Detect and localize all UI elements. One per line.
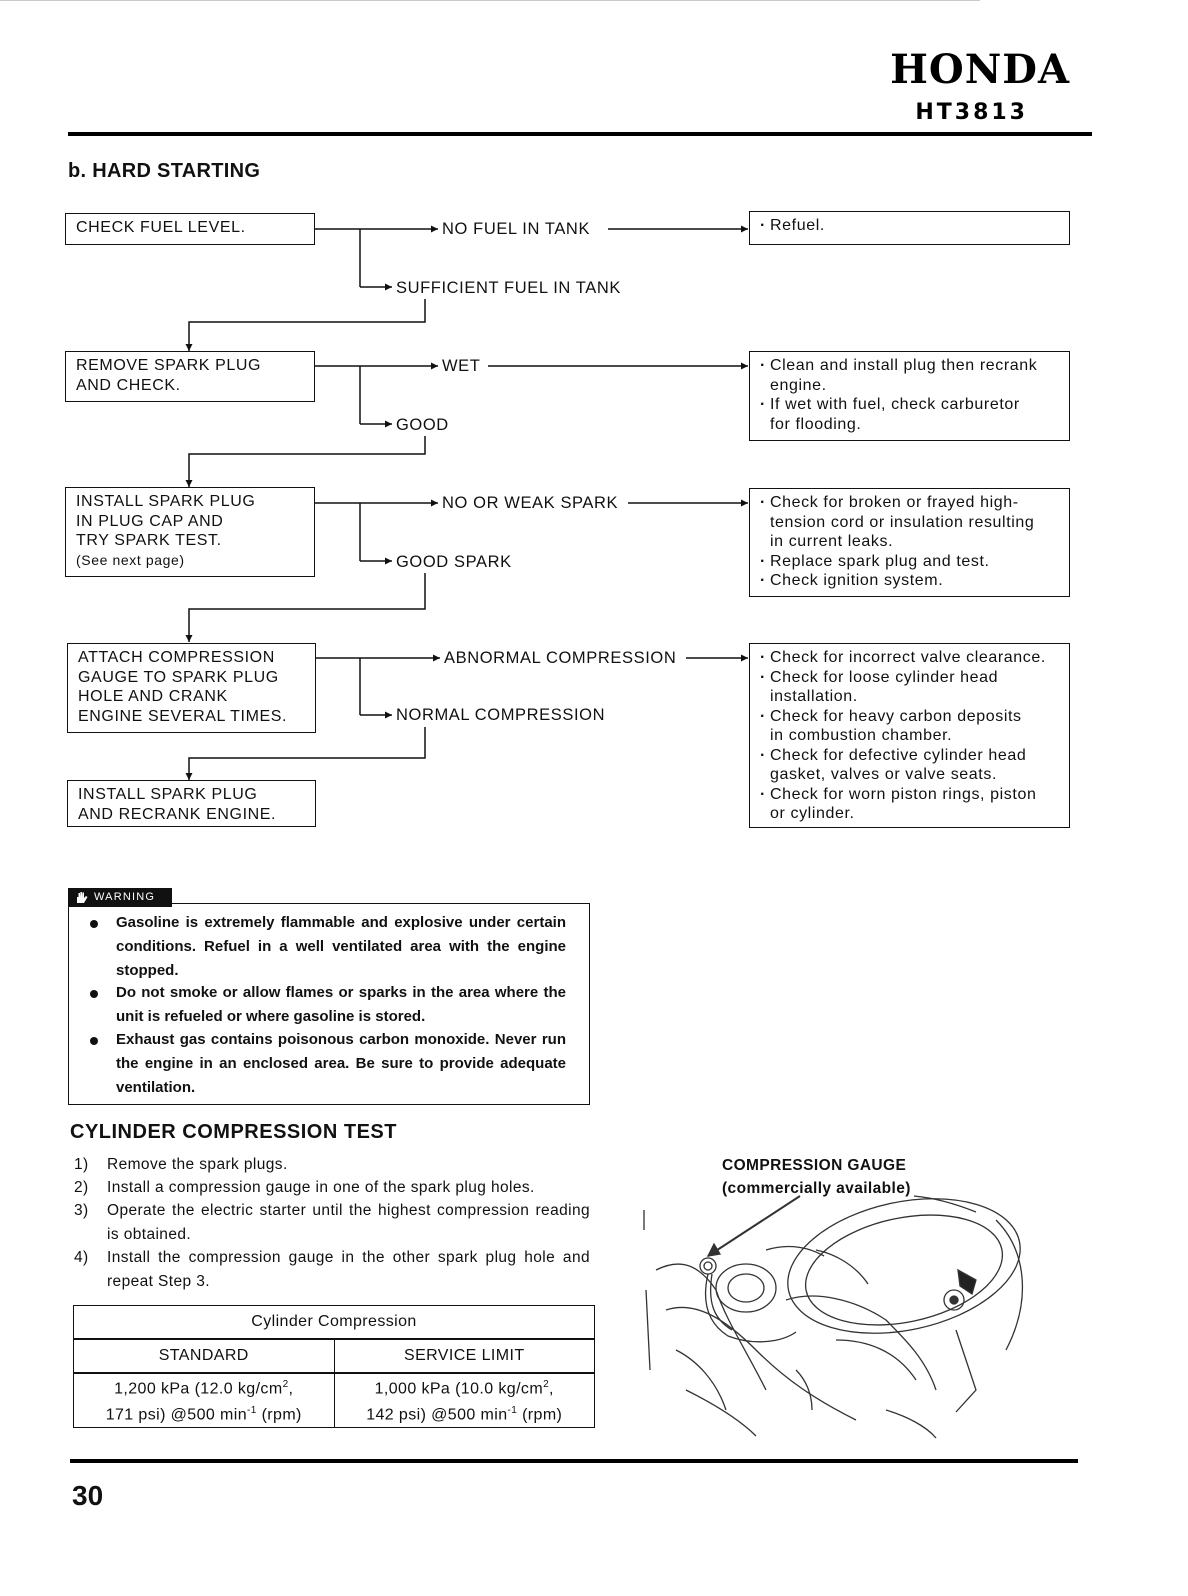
warning-item: Exhaust gas contains poisonous carbon monoxide. Never run the engine in an enclosed area. Be sure to provide adequate ventilation. (90, 1028, 566, 1100)
cylinder-test-title: CYLINDER COMPRESSION TEST (70, 1121, 397, 1143)
compression-gauge-label: COMPRESSION GAUGE (commercially available) (722, 1157, 911, 1197)
compression-spec-table (73, 1305, 595, 1428)
procedure-step: 4) Install the compression gauge in the other spark plug hole and repeat Step 3. (74, 1249, 590, 1290)
section-title: b. HARD STARTING (68, 160, 261, 182)
compression-gauge-box: ATTACH COMPRESSION GAUGE TO SPARK PLUG HOLE AND CRANK ENGINE SEVERAL TIMES. (67, 643, 316, 733)
footer-rule (70, 1459, 1078, 1463)
abnormal-compression-action-box: · Check for incorrect valve clearance. · Check for loose cylinder head installation. · Check for heavy carbon deposits in combustion chamber. · Check for defective cylinder head gasket, valves or valve seats. · Check for worn piston rings, piston or cylinder. (749, 643, 1070, 828)
sufficient-fuel-label: SUFFICIENT FUEL IN TANK (396, 279, 621, 297)
wet-label: WET (442, 357, 481, 375)
warning-item: Do not smoke or allow flames or sparks in the area where the unit is refueled or where gasoline is stored. (90, 981, 566, 1029)
recrank-engine-box: INSTALL SPARK PLUG AND RECRANK ENGINE. (67, 780, 316, 827)
bullet-dot-icon (90, 1037, 98, 1045)
weak-spark-action-box: · Check for broken or frayed high- tension cord or insulation resulting in current leaks. · Replace spark plug and test. · Check ignition system. (749, 488, 1070, 597)
procedure-step: 2) Install a compression gauge in one of the spark plug holes. (74, 1179, 535, 1196)
procedure-step: 1) Remove the spark plugs. (74, 1156, 288, 1173)
standard-value: 1,200 kPa (12.0 $kg/cm^2$, 171 psi) @500 $\min^{-1} (rpm)$ (74, 1373, 335, 1427)
page-number: 30 (72, 1480, 104, 1511)
service-limit-value: 1,000 kPa (10.0 $kg/cm^2$, 142 psi) @500 $\min^{-1} (rpm)$ (334, 1373, 595, 1427)
standard-header: STANDARD (74, 1339, 335, 1373)
refuel-action-box: · Refuel. (749, 211, 1070, 245)
good-label: GOOD (396, 416, 449, 434)
wet-plug-action-box: · Clean and install plug then recrank engine. · If wet with fuel, check carburetor for flooding. (749, 351, 1070, 441)
remove-spark-plug-box: REMOVE SPARK PLUG AND CHECK. (65, 351, 315, 402)
model-number: HT3813 (915, 100, 1028, 125)
warning-item: Gasoline is extremely flammable and explosive under certain conditions. Refuel in a well ventilated area with the engine stopped. (90, 911, 566, 983)
table-caption: Cylinder Compression (74, 1306, 595, 1340)
bullet-dot-icon (90, 920, 98, 928)
no-weak-spark-label: NO OR WEAK SPARK (442, 494, 619, 512)
warning-tag (68, 888, 172, 907)
good-spark-label: GOOD SPARK (396, 553, 512, 571)
service-limit-header: SERVICE LIMIT (334, 1339, 595, 1373)
procedure-step: 3) Operate the electric starter until the highest compression reading is obtained. (74, 1202, 590, 1243)
normal-compression-label: NORMAL COMPRESSION (396, 706, 606, 724)
hand-icon (75, 891, 89, 904)
warning-tag-text: WARNING (94, 891, 156, 903)
compression-gauge-illustration (636, 1190, 1046, 1440)
abnormal-compression-label: ABNORMAL COMPRESSION (444, 649, 677, 667)
brand-logo: HONDA (890, 46, 1070, 93)
no-fuel-label: NO FUEL IN TANK (442, 220, 591, 238)
bullet-dot-icon (90, 990, 98, 998)
spark-test-box: INSTALL SPARK PLUG IN PLUG CAP AND TRY SPARK TEST. (See next page) (65, 487, 315, 577)
check-fuel-box: CHECK FUEL LEVEL. (65, 213, 315, 245)
